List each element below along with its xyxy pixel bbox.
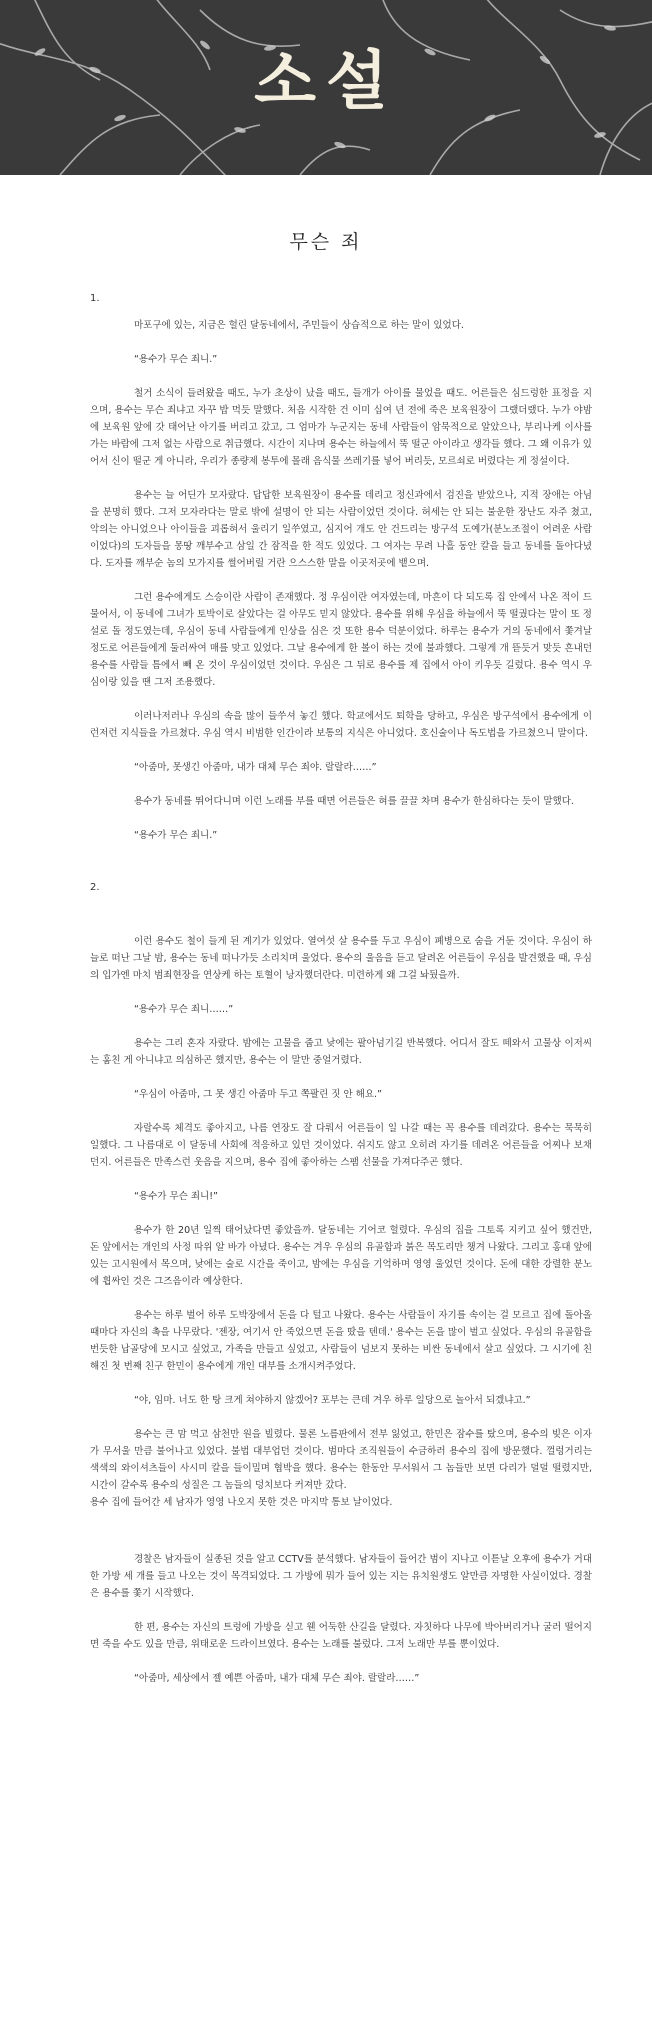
dialogue-line: “야, 임마. 너도 한 탕 크게 쳐야하지 않겠어? 포부는 큰데 겨우 하루 일당으로 놀아서 되겠냐고.” — [134, 1395, 531, 1406]
paragraph: 용수는 그리 혼자 자랐다. 밤에는 고물을 줍고 낮에는 팔아넘기길 반복했다. 어디서 잘도 떼와서 고물상 이저씨는 훔친 게 아니냐고 의심하곤 했지만, 용수는 이 말만 중얼거렸다. — [90, 1038, 592, 1066]
paragraph: 이런 용수도 철이 들게 된 계기가 있었다. 열여섯 살 용수를 두고 우심이 폐병으로 숨을 거둔 것이다. 우심이 하늘로 떠난 그날 밤, 용수는 동네 떠나가듯 소리치며 울었다. 용수의 울음을 듣고 달려온 어른들이 우심을 발견했을 때, 우심의 입가엔 마치 범죄현장을 연상케 하는 토혈이 낭자했더란다. 미련하게 왜 그걸 놔뒀을까. — [90, 936, 592, 981]
paragraph: 용수는 큰 맘 먹고 삼천만 원을 빌렸다. 물론 노름판에서 전부 잃었고, 한민은 잠수를 탔으며, 용수의 빚은 이자가 무서울 만큼 불어나고 있었다. 불법 대부업던 것이다. 범마다 조직원들이 수금하러 용수의 집에 방문했다. 껄렁거리는 색색의 와이셔츠들이 사시미 칼을 들이밀며 협박을 했다. 용수는 한동안 무서워서 그 놈들만 보면 다리가 덜덜 떨렸지만, 시간이 갈수록 용수의 성질은 그 놈들의 덩치보다 커져만 갔다. 용수 집에 들어간 세 남자가 영영 나오지 못한 것은 마지막 통보 날이었다. — [90, 1429, 592, 1508]
story-content — [0, 293, 652, 1687]
paragraph: 마포구에 있는, 지금은 헐린 달동네에서, 주민들이 상습적으로 하는 말이 있었다. — [134, 320, 464, 331]
banner-title: 소설 — [254, 45, 398, 119]
paragraph: 자랄수록 체격도 좋아지고, 나름 연장도 잘 다뤄서 어른들이 일 나갈 때는 꼭 용수를 데려갔다. 용수는 묵묵히 일했다. 그 나름대로 이 달동네 사회에 적응하고 있던 것이었다. 쉬지도 않고 오히려 자기를 데려온 어른들을 어찌나 보채던지. 어른들은 만족스런 웃음을 지으며, 용수 집에 좋아하는 스팸 선물을 가져다주곤 했다. — [90, 1123, 592, 1168]
paragraph: 용수가 한 20년 일찍 태어났다면 좋았을까. 달동네는 기어코 헐렸다. 우심의 집을 그토록 지키고 싶어 했건만, 돈 앞에서는 개인의 사정 따위 알 바가 아녔다. 용수는 겨우 우심의 유골함과 붉은 목도리만 챙겨 나왔다. 그리고 홍대 앞에 있는 고시원에서 목으며, 낮에는 술로 시간을 죽이고, 밤에는 우심을 기억하며 영영 울었던 것이다. 돈에 대한 강렬한 분노에 휩싸인 것은 그즈음이라 예상한다. — [90, 1225, 592, 1287]
paragraph: 이러나저러나 우심의 속을 많이 들쑤셔 놓긴 했다. 학교에서도 퇴학을 당하고, 우심은 방구석에서 용수에게 이런저런 지식들을 가르쳤다. 우심 역시 비범한 인간이라 보통의 지식은 아니었다. 호신술이나 독도법을 가르쳤으니 말이다. — [90, 711, 592, 739]
paragraph: 용수가 동네를 뛰어다니며 이런 노래를 부를 때면 어른들은 혀를 끌끌 차며 용수가 한심하다는 듯이 말했다. — [134, 796, 574, 807]
paragraph: 용수는 하루 벌어 하루 도박장에서 돈을 다 털고 나왔다. 용수는 사람들이 자기를 속이는 걸 모르고 집에 돌아올 때마다 자신의 촉을 나무랐다. '젠장, 여기서 안 죽었으면 돈을 땄을 텐데.' 용수는 돈을 많이 벌고 싶었다. 우심의 유골함을 번듯한 납골당에 모시고 싶었고, 가족을 만들고 싶었고, 사람들이 넘보지 못하는 비싼 동네에서 살고 싶었다. 그 시기에 친해진 첫 번째 친구 한민이 용수에게 개인 대부를 소개시켜주었다. — [90, 1310, 592, 1372]
dialogue-line: “아줌마, 세상에서 젤 예쁜 아줌마, 내가 대체 무슨 죄야. 랄랄라……” — [134, 1673, 420, 1684]
dialogue-line: “용수가 무슨 죄니.” — [134, 830, 218, 841]
paragraph: 경찰은 남자들이 실종된 것을 알고 CCTV를 분석했다. 남자들이 들어간 범이 지나고 이튿날 오후에 용수가 거대한 가방 세 개를 들고 나오는 것이 목격되었다. 그 가방에 뭐가 들어 있는 지는 유치원생도 알만큼 자명한 사실이었다. 경찰은 용수를 쫓기 시작했다. — [90, 1554, 592, 1599]
header-banner — [0, 0, 652, 175]
paragraph: 그런 용수에게도 스승이란 사람이 존재했다. 정 우심이란 여자였는데, 마흔이 다 되도록 집 안에서 나온 적이 드물어서, 이 동네에 그녀가 토박이로 살았다는 걸 아무도 믿지 않았다. 용수를 위해 우심을 하늘에서 뚝 떨궜다는 말이 또 정설로 돌 정도였는데, 우심이 동네 사람들에게 인상을 심은 것 또한 용수 덕분이었다. 하루는 용수가 거의 동네에서 쫓겨날 정도로 어른들에게 둘러싸여 매를 맞고 있었다. 그날 용수에게 한 볼이 하는 것에 불과했다. 그렇게 개 뜯듯거 맞듯 흔내던 용수를 사람들 틈에서 빼 온 것이 우심이었던 것이다. 우심은 그 뒤로 용수를 제 집에서 아이 키우듯 길렀다. 용수 역시 우심이랑 있을 땐 그저 조용했다. — [90, 592, 592, 688]
document-title: 무슨 죄 — [289, 231, 363, 253]
dialogue-line: “우심이 아줌마, 그 못 생긴 아줌마 두고 쪽팔린 짓 안 해요.” — [134, 1089, 382, 1100]
dialogue-line: “용수가 무슨 죄니……” — [134, 1004, 234, 1015]
dialogue-line: “아줌마, 못생긴 아줌마, 내가 대체 무슨 죄야. 랄랄라……” — [134, 762, 377, 773]
paragraph: 철거 소식이 들려왔을 때도, 누가 초상이 났을 때도, 들개가 아이를 물었을 때도. 어른들은 심드렁한 표정을 지으며, 용수는 무슨 죄냐고 자꾸 밥 먹듯 말했다. 처음 시작한 건 이미 십여 년 전에 죽은 보육원장이 그랬더랬다. 누가 야밤에 보육원 앞에 갓 태어난 아기를 버리고 갔고, 그 엄마가 누군지는 동네 사람들이 암묵적으로 알았으나, 부리나케 이사를 가는 바람에 그저 없는 사람으로 취급했다. 시간이 지나며 용수는 하늘에서 뚝 떨군 아이라고 생각들 했다. 그 왜 이유가 있어서 신이 떨군 게 아니라, 우리가 종량제 봉투에 몰래 음식물 쓰레기를 넣어 버리듯, 모르쇠로 버렸다는 게 정설이다. — [90, 388, 592, 467]
paragraph: 한 편, 용수는 자신의 트렁에 가방을 싣고 웬 어둑한 산길을 달렸다. 자칫하다 나무에 박아버리거나 굴러 떨어지면 죽을 수도 있을 만큼, 위태로운 드라이브였다. 용수는 노래를 불렀다. 그저 노래만 부를 뿐이었다. — [90, 1622, 592, 1650]
paragraph: 용수는 늘 어딘가 모자랐다. 답답한 보육원장이 용수를 데리고 정신과에서 검진을 받았으나, 지적 장애는 아님을 분명히 했다. 그저 모자라다는 말로 밖에 설명이 안 되는 사람이었던 것이다. 허세는 안 되는 불운한 장난도 자주 쳤고, 악의는 아니었으나 아이들을 괴롭혀서 울리기 일쑤였고, 심지어 개도 안 건드리는 방구석 도예가(분노조절이 어려운 사람이었다)의 도자들을 몽땅 깨부수고 삼일 간 잠적을 한 적도 있었다. 그 여자는 무려 나흘 동안 칼을 들고 동네를 돌아다녔다. 도자를 깨부순 놈의 모가지를 썰어버릴 거란 으스스한 말을 이곳저곳에 뱉으며. — [90, 490, 592, 569]
dialogue-line: “용수가 무슨 죄니.” — [134, 354, 218, 365]
dialogue-line: “용수가 무슨 죄니!” — [134, 1191, 218, 1202]
section-number: 2. — [90, 882, 100, 893]
section-number: 1. — [90, 293, 100, 304]
